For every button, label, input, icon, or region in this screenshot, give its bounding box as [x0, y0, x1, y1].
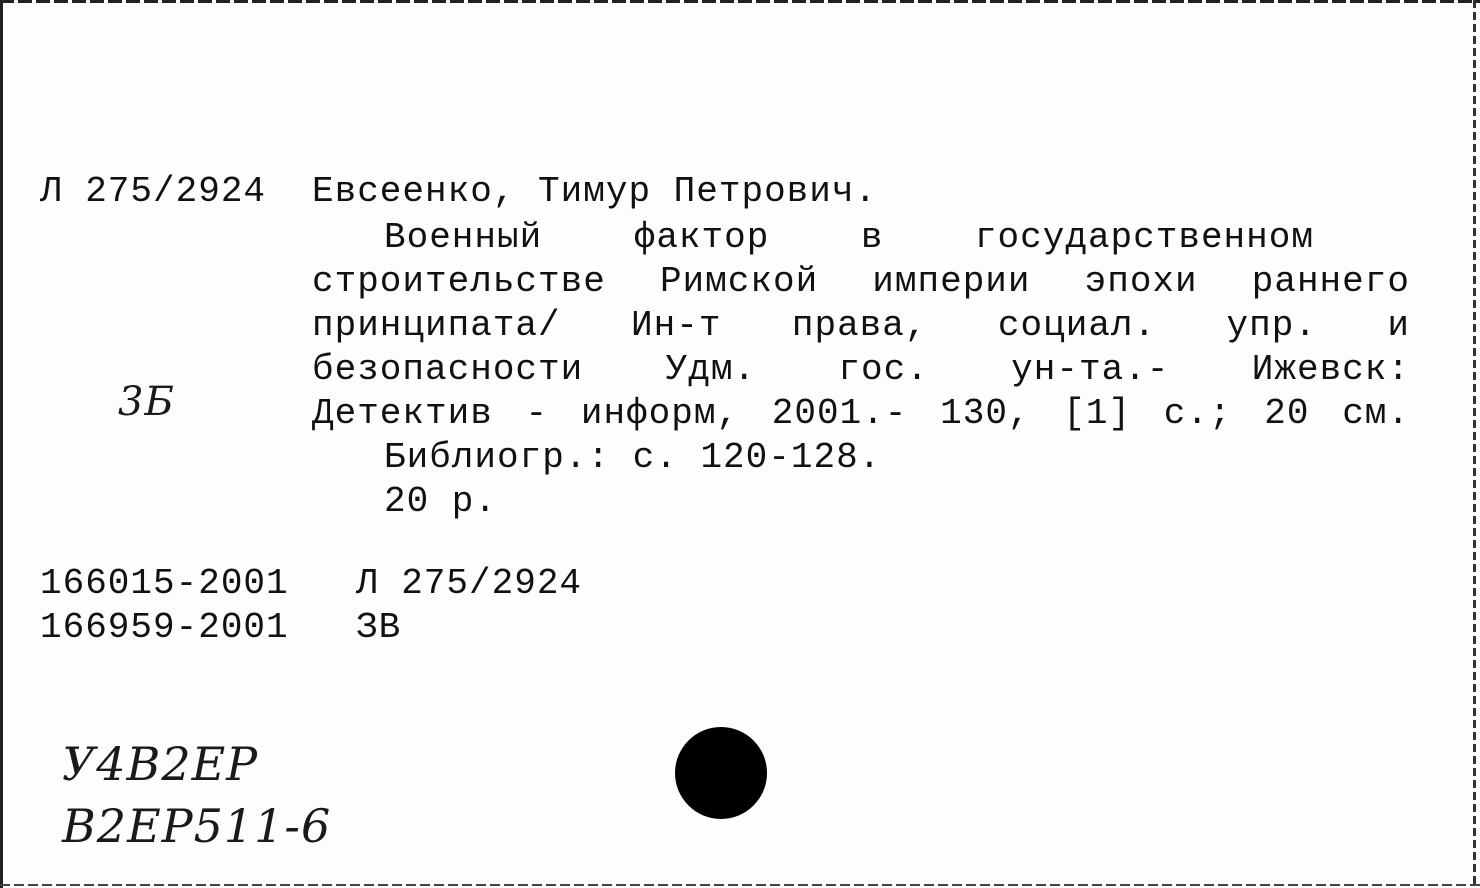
handwritten-margin-note: 3Б	[118, 379, 175, 425]
scan-edge-right	[1473, 0, 1476, 888]
title-word: -	[525, 393, 549, 434]
title-word: в	[860, 217, 884, 258]
title-word: безопасности	[312, 349, 584, 390]
accession-number: 166015-2001	[40, 563, 289, 604]
title-word: 130,	[940, 393, 1031, 434]
title-word: фактор	[633, 217, 770, 258]
title-word: и	[1387, 305, 1410, 346]
scan-edge-left	[0, 0, 3, 888]
title-word: информ,	[580, 393, 740, 434]
title-word: строительстве	[312, 261, 606, 302]
handwritten-classification: В2ЕР511-6	[62, 799, 332, 853]
title-word: Военный	[384, 217, 543, 258]
author-heading: Евсеенко, Тимур Петрович.	[312, 171, 878, 212]
title-word: ун-та.-	[1011, 349, 1170, 390]
title-line-3	[312, 304, 1410, 348]
title-line-1	[384, 216, 1314, 260]
accession-location: Л 275/2924	[356, 563, 583, 604]
title-word: 2001.-	[771, 393, 908, 434]
title-word: социал.	[997, 305, 1157, 346]
title-word: [1]	[1063, 393, 1132, 434]
title-line-2	[312, 260, 1410, 304]
title-word: Ижевск:	[1251, 349, 1410, 390]
title-word: империи	[872, 261, 1031, 302]
title-word: с.;	[1163, 393, 1232, 434]
title-word: права,	[791, 305, 928, 346]
price: 20 р.	[384, 481, 498, 522]
accession-number: 166959-2001	[40, 607, 289, 648]
title-word: см.	[1342, 393, 1410, 434]
title-word: гос.	[838, 349, 929, 390]
title-word: Римской	[659, 261, 819, 302]
scan-edge-top	[0, 0, 1480, 3]
title-word: принципата/	[312, 305, 561, 346]
title-word: Детектив	[312, 393, 493, 434]
title-word: раннего	[1251, 261, 1410, 302]
title-word: 20	[1264, 393, 1310, 434]
handwritten-classification: У4В2ЕР	[62, 737, 259, 791]
accession-location: ЗВ	[356, 607, 402, 648]
title-word: эпохи	[1084, 261, 1198, 302]
bibliography-note: Библиогр.: с. 120-128.	[384, 437, 882, 478]
title-line-4	[312, 348, 1410, 392]
title-word: Ин-т	[631, 305, 722, 346]
title-word: Удм.	[665, 349, 757, 390]
card-punch-hole	[675, 727, 767, 819]
title-word: упр.	[1226, 305, 1317, 346]
call-number: Л 275/2924	[40, 171, 267, 212]
title-line-5	[312, 392, 1410, 436]
scan-edge-bottom	[0, 884, 1480, 886]
title-word: государственном	[974, 217, 1314, 258]
